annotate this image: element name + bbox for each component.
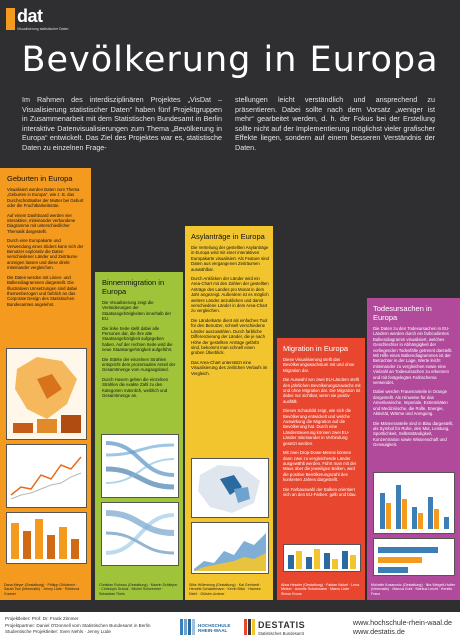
- migration-bars-thumbnail: [283, 544, 361, 572]
- column-paragraph: Die linke Seite stellt dabei alle Personen dar, die ihre alte Staatsangehörigkeit aufgegeben haben. Auf der rechten Seite wird die neue Staatsangehörigkeit aufgeführt.: [102, 325, 173, 353]
- column-paragraph: Diese Visualisierung stellt das Bevölkerungswachstum mit und ohne Migration dar.: [283, 357, 355, 373]
- partner-logos: [180, 617, 320, 639]
- footer: [0, 612, 460, 644]
- footer-credits: [5, 616, 150, 636]
- births-map-thumbnail: [6, 348, 87, 440]
- student-leaders: Studentische Projektleiter: Sven Nehls · Jenny Lüde: [5, 629, 111, 634]
- poster-title: Bevölkerung in Europa: [21, 40, 439, 80]
- column-internal-migration: [95, 272, 183, 600]
- footer-urls: [353, 618, 452, 636]
- url-destatis[interactable]: www.destatis.de: [352, 627, 405, 636]
- column-paragraph: Die Länderkarte dient als einfaches Tool für den Benutzer, schnell verschiedene Länder auszuwählen. Durch farbliche Differenzierung der Länder, die je nach Höhe der gestellten Anträge gefärbt sind, bekommt man schnell einen groben Überblick.: [191, 317, 268, 356]
- column-asylum: [185, 226, 273, 600]
- column-paragraph: Das Area-Chart unterstützt eine Visualisierung des zeitlichen Verlaufs im Vergleich.: [191, 359, 268, 376]
- births-chart-thumbnail: [6, 444, 87, 508]
- destatis-label: DESTATIS: [258, 620, 306, 630]
- column-paragraph: Dieses Schaubild zeigt, wie sich die Bevölkerung entwickelt und welche Auswirkung die Migration auf die Bevölkerung hat. Durch eine Ländersteuerung können zwei EU-Länder miteinander in Verbindung gesetzt werden.: [283, 408, 352, 446]
- asylum-map-thumbnail: [191, 458, 269, 518]
- internal-migration-detail-thumbnail: [101, 502, 179, 566]
- column-migration: [277, 338, 365, 600]
- intro-right: stellungen leicht verständlich und ansprechend zu präsentieren. Dabei sollte nach dem Vorsatz „weniger ist mehr“ gearbeitet werden, d. h. der Fokus bei der Erstellung sollte nicht auf der Implementierung möglichst vieler grafischer Effekte liegen, sondern auf einem besseren Verständnis der Daten.: [235, 95, 435, 152]
- column-authors: Silke Willenborg (Gestaltung) · Kai Gerhardt · Hendrik Schaldemann · Kevin Blick · Hannes Diehl · Gülsim Lindner: [189, 582, 262, 596]
- url-hsrw[interactable]: www.hochschule-rhein-waal.de: [352, 618, 452, 627]
- column-paragraph: Die Daten zu den Todesursachen in EU-Ländern werden durch ein farbcodiertes Balkendiagramm visualisiert, welches Geschlechter in Abhängigkeit der vorliegenden Todesfälle getrennt darstellt. Mit Hilfe eines Balkendiagrammes ist der Betrachter in der Lage, Werte leicht miteinander zu vergleichen sowie eine Vielzahl an Todesursachen zu erkennen und mit festgelegtes Farbschema verwendet.: [373, 326, 453, 386]
- column-paragraph: Durch Hovern geben die einzelnen Strahlen die exakte Zahl zu den Kategorien männlich, weiblich und Gesamtmenge an.: [102, 376, 169, 399]
- column-paragraph: Durch eine Europakarte und Verwendung eines Sliders kann sich der Benutzer explorativ die Daten verschiedener Länder und Zeiträume anzeigen lassen und diese direkt miteinander vergleichen.: [7, 238, 84, 271]
- logo-mark-icon: [6, 8, 15, 30]
- causes-of-death-chart-thumbnail: [373, 472, 455, 534]
- column-paragraph: Durch Anklicken der Länder wird ein Area-Chart mit den Zahlen der gestellten Anträge des Landes pro Monat in dem Jahr angezeigt. Außerdem ist es möglich weitere Länder anzuklicken und damit verschiedene Länder in dem Area-Chart zu vergleichen.: [191, 276, 269, 314]
- visdat-logo: [6, 6, 69, 38]
- destatis-sublabel: Statistisches Bundesamt: [258, 631, 304, 636]
- column-paragraph: Die Stärke der einzelnen Strahlen entspricht dem prozentualen Anteil der Gesamtmenge vom Ausgangsland.: [102, 356, 176, 373]
- column-paragraph: Dabei werden Frauenanteile in Orange dargestellt. Als Hinweise für das Amerikanische, Imperiale, Extremitäten und Medizinische, die Rolle, Energie, Aktivität, Wärme und Anregung.: [373, 389, 448, 417]
- logo-tagline: Visualisierung statistischer Daten: [17, 27, 69, 31]
- column-title: Todesursachen in Europa: [373, 304, 432, 322]
- column-paragraph: Die Daten werden mit Linien- und Balkendiagrammen dargestellt. Die Illustrativen Umsetzungen sind dabei themenbezogen und farblich an das Corporate Design des Statistischen Bundesamtes angelehnt.: [7, 274, 78, 307]
- column-paragraph: Die Farbauswahl der Balken orientiert sich an den EU-Farben: gelb und blau.: [283, 486, 357, 497]
- internal-migration-flow-thumbnail: [101, 434, 179, 498]
- hsrw-label: HOCHSCHULE RHEIN-WAAL: [198, 623, 231, 633]
- column-causes-of-death: [367, 298, 460, 600]
- column-paragraph: Auf einem Dashboard werden vier interaktive, miteinander verbundene Diagramme mit unterschiedlicher Thematik dargestellt.: [7, 212, 76, 234]
- column-authors: Alina Hessler (Gestaltung) · Fabian Nickel · Lena Meiser · Annelie Schuhmann · Marco Lüde · Simon Krone: [281, 582, 360, 596]
- project-leader: Projektleiter: Prof. Dr. Frank Zimmer: [5, 616, 79, 621]
- column-paragraph: Die Verteilung der gestellten Asylanträge in Europa wird mit einer interaktiven Europakarte visualisiert. Als Feature sind Daten aus vergangenen Zeiträumen auswählbar.: [191, 245, 269, 272]
- asylum-area-chart-thumbnail: [191, 522, 269, 574]
- column-births: [0, 168, 91, 600]
- column-authors: Christian Ruhnau (Gestaltung) · Marvin Schlieper · Christoph Scholz · Michel Schwermer · Sebastian Theis: [99, 582, 178, 596]
- column-paragraph: Die Visualisierung zeigt die Veränderungen der Staatsangehörigkeiten innerhalb der EU.: [102, 300, 172, 322]
- column-title: Migration in Europa: [283, 344, 349, 353]
- column-paragraph: Die Männeranteile sind in Blau dargestellt, als Symbol für Ruhe, den Mut, Leistung, Sportlichkeit, Selbstständigkeit, Konzentration sowie Wissenschaft und Genauigkeit.: [373, 420, 454, 448]
- column-title: Asylanträge in Europa: [191, 232, 265, 241]
- births-bars-thumbnail: [6, 512, 87, 564]
- column-title: Binnenmigration in Europa: [102, 278, 165, 296]
- column-paragraph: Die Auswahl von zwei EU-Ländern stellt den jährlichen Bevölkerungszuwachs mit und ohne Migration dar. Die Migration ist dabei nur sichtbar, wenn sie positiv ausfällt.: [283, 377, 361, 404]
- column-paragraph: Mit zwei Drop-Down-Menüs können dann zwei zu vergleichende Länder ausgewählt werden. Führt man mit der Maus über die jeweiligen Balken, wird die positive Bevölkerungszahl des konkreten Jahres dargestellt.: [283, 450, 357, 483]
- column-paragraph: Visualisiert werden Daten zum Thema „Geburten in Europa“, wie z. B. das Durchschnittsalter der Mutter bei Geburt oder die Fruchtbarkeitsrate.: [7, 187, 84, 209]
- column-authors: Dana Meyer (Gestaltung) · Philipp Gökdemir · Sarah Tsoi (Informatik) · Jenny Lüde · Rebecca Cramer: [4, 582, 80, 596]
- column-authors: Michelle Kosanovic (Gestaltung) · Ilka Weigelt-Hutter (Informatik) · Marcus Kohl · Markus Leicht · Kerstin Franz: [371, 582, 456, 596]
- intro-left: Im Rahmen des interdisziplinären Projektes „VisDat – Visualisierung statistischer Daten“ haben fünf Projektgruppen in Zusammenarbeit mit dem Statistischen Bundesamt in Berlin interaktive Datenvisualisierungen zum Thema „Bevölkerung in Europa“ entwickelt. Das Ziel des Projektes war es, statistische Daten zu einzelnen Frage-: [22, 95, 222, 152]
- project-partner: Projektpartner: Daniel O'Donnell vom Statistischen Bundesamt in Berlin: [5, 622, 151, 628]
- causes-of-death-detail-thumbnail: [373, 538, 455, 576]
- logo-wordmark: dat: [17, 6, 43, 26]
- column-title: Geburten in Europa: [7, 174, 73, 183]
